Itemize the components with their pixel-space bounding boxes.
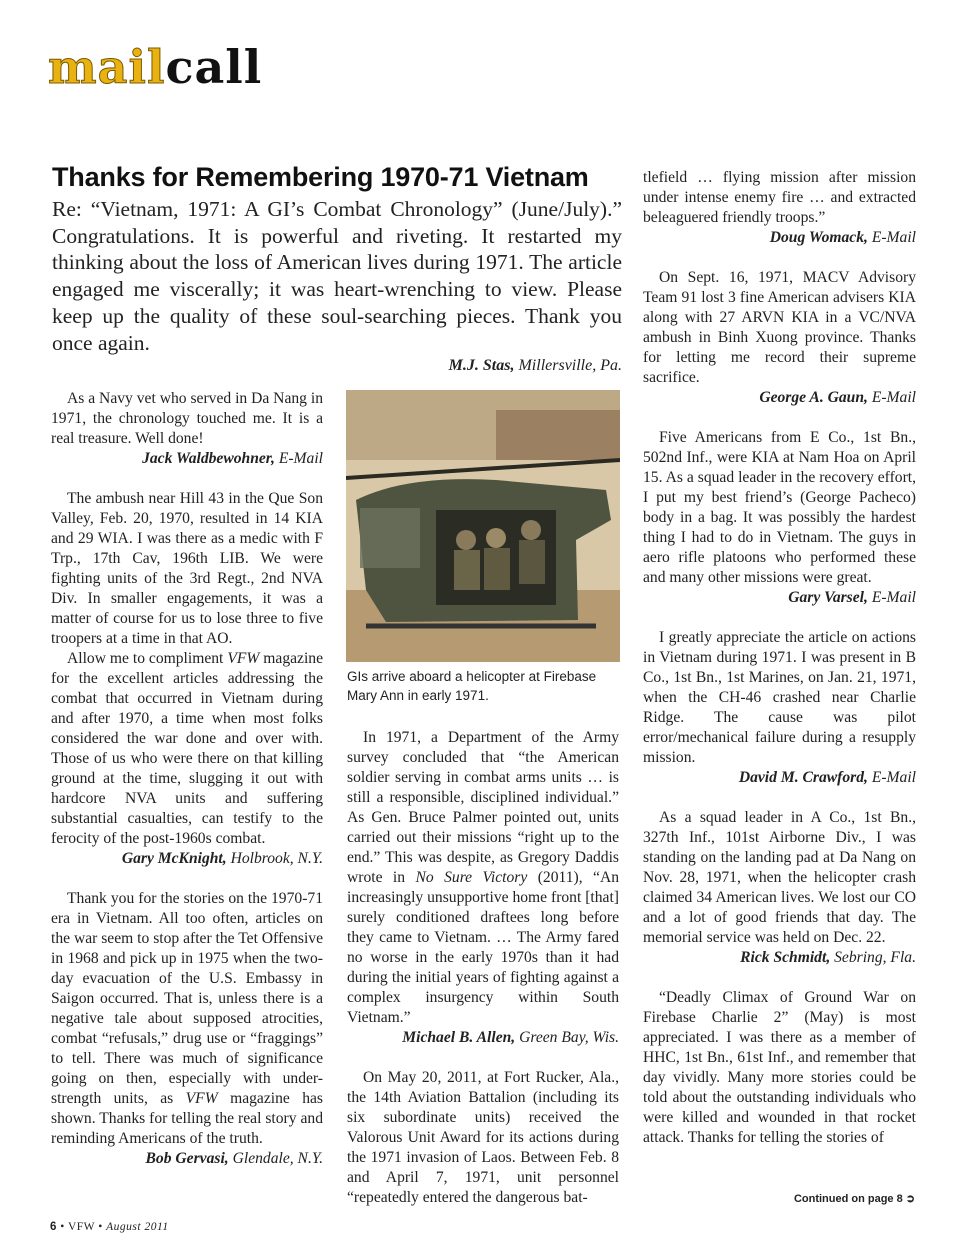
signature-name: Bob Gervasi,: [145, 1150, 229, 1167]
letter-body: I greatly appreciate the article on actions in Vietnam during 1971. I was present in B Co., 1st Bn., 1st Marines, on Jan. 21, 1971, when the CH-46 crashed near Charlie Ridge. The cause was pilot error/mechanical failure during a resupply mission.: [643, 629, 916, 766]
letter-body: The ambush near Hill 43 in the Que Son Valley, Feb. 20, 1970, resulted in 14 KIA and 29 WIA. I was there as a medic with F Trp., 17th Cav, 196th LIB. We were fighting units of the 3rd Regt., 2nd NVA Div. In smaller engagements, it was a matter of course for us to lose three to five troopers at a time in that AO.: [51, 490, 323, 647]
signature-name: George A. Gaun,: [759, 389, 868, 406]
letter-signature: [643, 228, 916, 248]
letter-text: (2011), “An increasingly unsupportive home front [that] surely conditioned draftees long before they came to Vietnam. … The Army fared no worse in the early 1970s than it had during the initial years of fighting against a complex insurgency within South Vietnam.”: [347, 869, 619, 1026]
letter-signature: [643, 768, 916, 788]
signature-name: Rick Schmidt,: [740, 949, 831, 966]
letter-body: “Deadly Climax of Ground War on Firebase Charlie 2” (May) is most appreciated. I was there as a member of HHC, 1st Bn., 61st Inf., and remember that day vividly. Many more stories could be told about the outstanding individuals who were killed and wounded in that rocket attack. Thanks for telling the stories of: [643, 989, 916, 1146]
signature-location: E-Mail: [871, 589, 916, 606]
signature-name: Doug Womack,: [769, 229, 868, 246]
signature-location: E-Mail: [278, 450, 323, 467]
signature-location: Green Bay, Wis.: [519, 1029, 619, 1046]
letter-text: Allow me to compliment: [67, 650, 228, 667]
signature-location: Glendale, N.Y.: [232, 1150, 323, 1167]
column-left: [51, 389, 323, 1189]
column-middle: [347, 728, 619, 1208]
lead-letter-text: Re: “Vietnam, 1971: A GI’s Combat Chronology” (June/July).” Congratulations. It is powerful and riveting. It restarted my thinking about the loss of American lives during 1971. The article engaged me viscerally; it was heart-wrenching to view. Please keep up the quality of these soul-searching pieces. Thank you once again.: [52, 197, 622, 355]
signature-location: Sebring, Fla.: [834, 949, 916, 966]
letter-signature: [643, 948, 916, 968]
letter-text: In 1971, a Department of the Army survey concluded that “the American soldier serving in combat arms units … is still a responsible, disciplined individual.” As Gen. Bruce Palmer pointed out, units carried out their missions “right up to the end.” This was despite, as Gregory Daddis wrote in: [347, 729, 619, 886]
signature-name: Michael B. Allen,: [402, 1029, 516, 1046]
letter-signature: [347, 1028, 619, 1048]
letter-body: On May 20, 2011, at Fort Rucker, Ala., the 14th Aviation Battalion (including its six subordinate units) received the Valorous Unit Award for its actions during the 1971 invasion of Laos. Between Feb. 8 and April 7, 1971, unit personnel “repeatedly entered the dangerous bat-: [347, 1069, 619, 1206]
masthead-mail: mail: [48, 40, 166, 94]
letter-body: [347, 728, 619, 1028]
signature-location: E-Mail: [871, 389, 916, 406]
photo-caption: GIs arrive aboard a helicopter at Firebase Mary Ann in early 1971.: [347, 669, 597, 703]
letter-body: tlefield … flying mission after mission under intense enemy fire … and extracted beleaguered friendly troops.”: [643, 169, 916, 226]
signature-location: Holbrook, N.Y.: [230, 850, 323, 867]
page-number: 6: [50, 1221, 57, 1233]
masthead-call: call: [165, 40, 263, 94]
page-footer: [50, 1221, 169, 1233]
signature-name: David M. Crawford,: [738, 769, 868, 786]
magazine-name: VFW: [185, 1090, 218, 1107]
signature-location: Millersville, Pa.: [518, 357, 622, 375]
magazine-name: VFW: [227, 650, 260, 667]
footer-magazine: VFW: [67, 1221, 95, 1233]
letter-signature: [643, 588, 916, 608]
letter-body: [51, 649, 323, 849]
letter-signature: [643, 388, 916, 408]
lead-signature: [52, 356, 622, 376]
letter-signature: [51, 849, 323, 869]
letter-body: As a squad leader in A Co., 1st Bn., 327th Inf., 101st Airborne Div., I was standing on the landing pad at Da Nang on Nov. 28, 1971, when the helicopter crash claimed 34 American lives. We lost our CO and a lot of good friends that day. The memorial service was held on Dec. 22.: [643, 809, 916, 946]
continued-link[interactable]: Continued on page 8 ➲: [793, 1193, 915, 1205]
helicopter-illustration: [346, 390, 620, 662]
signature-name: M.J. Stas,: [448, 357, 515, 375]
page-title: Thanks for Remembering 1970-71 Vietnam: [52, 162, 589, 192]
column-right: [643, 168, 916, 1148]
book-title: No Sure Victory: [415, 869, 528, 886]
letter-text: magazine has shown. Thanks for telling the real story and reminding Americans of the truth.: [51, 1090, 323, 1147]
helicopter-photo: [346, 390, 620, 662]
letter-signature: [51, 449, 323, 469]
letter-text: Thank you for the stories on the 1970-71 era in Vietnam. All too often, articles on the war seem to stop after the Tet Offensive in 1968 and pick up in 1975 when the two-day evacuation of the U.S. Embassy in Saigon occurred. That is, unless there is a negative tale about supposed atrocities, combat “refusals,” drug use or “fraggings” to tell. There was much of significance going on then, especially with under-strength units, as: [51, 890, 323, 1107]
letter-body: [51, 889, 323, 1149]
signature-location: E-Mail: [871, 229, 916, 246]
letter-body: Five Americans from E Co., 1st Bn., 502nd Inf., were KIA at Nam Hoa on April 15. As a squad leader in the recovery effort, I put my best friend’s (George Pacheco) body in a bag. It was possibly the hardest thing I had to do in Vietnam. The guys in aero rifle platoons who performed these and many other missions were great.: [643, 429, 916, 586]
signature-name: Jack Waldbewohner,: [142, 450, 275, 467]
lead-letter: [52, 196, 622, 376]
footer-separator: •: [56, 1221, 68, 1233]
signature-name: Gary Varsel,: [788, 589, 868, 606]
letter-text: magazine for the excellent articles addressing the combat that occurred in Vietnam during and after 1970, a time when most folks considered the war done and over with. Those of us who were there on that killing ground at the time, slugging it out with hardcore NVA units and suffering substantial casualties, can testify to the ferocity of the post-1960s combat.: [51, 650, 324, 847]
footer-separator: •: [94, 1221, 107, 1233]
letter-body: As a Navy vet who served in Da Nang in 1971, the chronology touched me. It is a real treasure. Well done!: [51, 390, 323, 447]
signature-location: E-Mail: [871, 769, 916, 786]
signature-name: Gary McKnight,: [121, 850, 227, 867]
masthead-logo: [48, 40, 263, 94]
letter-signature: [51, 1149, 323, 1169]
letter-body: On Sept. 16, 1971, MACV Advisory Team 91 lost 3 fine American advisers KIA along with 27 ARVN KIA in a VC/NVA ambush in Binh Xuong province. Thanks for letting me record their supreme sacrifice.: [643, 269, 916, 386]
footer-date: August 2011: [106, 1221, 169, 1233]
